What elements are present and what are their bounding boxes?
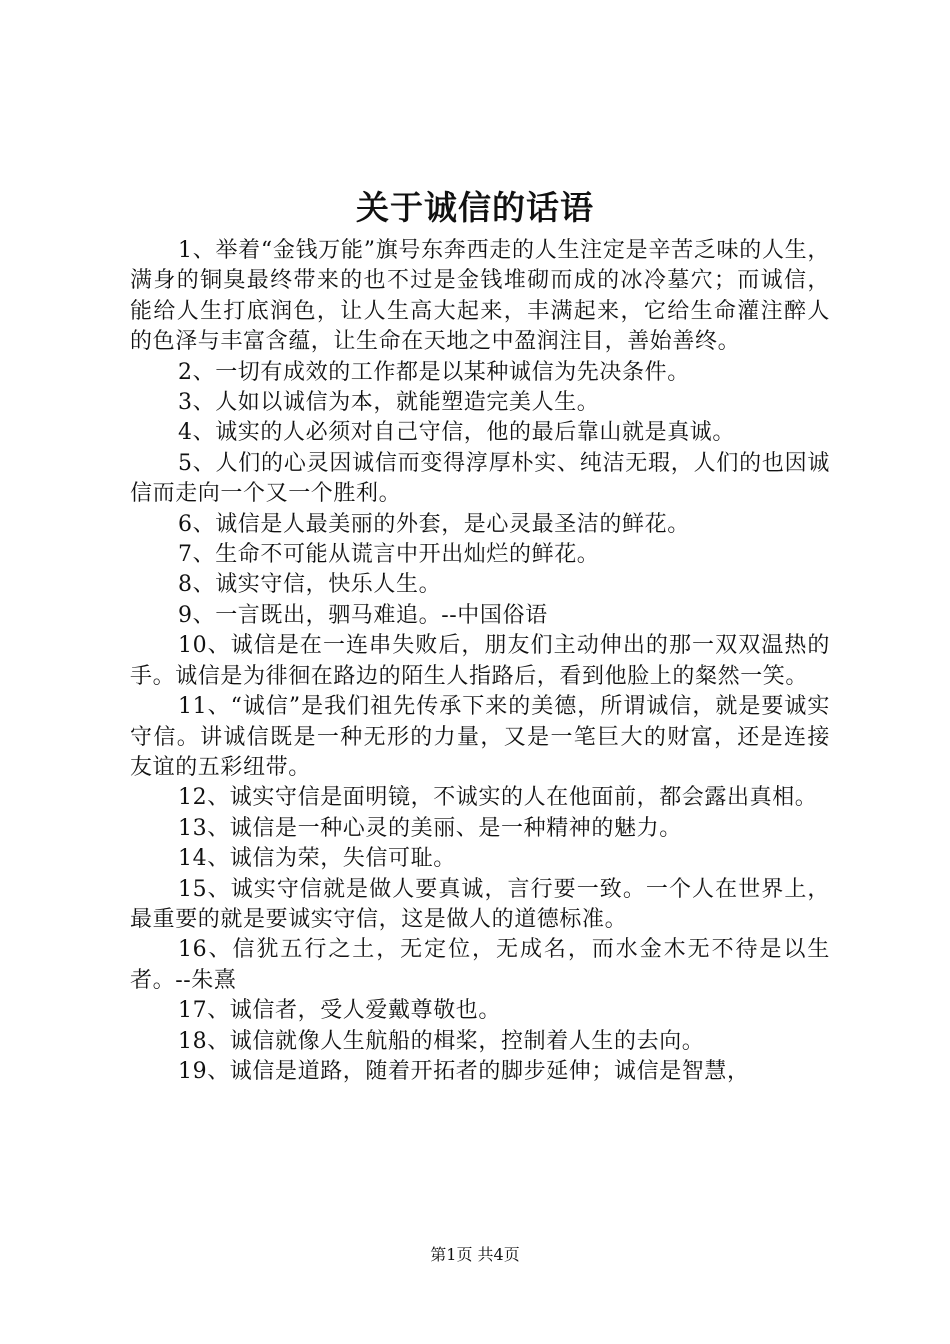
paragraph: 17、诚信者，受人爱戴尊敬也。 — [178, 998, 501, 1024]
paragraph: 9、一言既出，驷马难追。--中国俗语 — [178, 602, 548, 628]
paragraph: 13、诚信是一种心灵的美丽、是一种精神的魅力。 — [178, 815, 682, 841]
page-footer: 第1页 共4页 — [430, 1245, 520, 1264]
paragraph: 10、诚信是在一连串失败后，朋友们主动伸出的那一双双温热的手。诚信是为徘徊在路边的陌生人指路后，看到他脸上的粲然一笑。 — [130, 633, 830, 689]
paragraph: 11、“诚信”是我们祖先传承下来的美德，所谓诚信，就是要诚实守信。讲诚信既是一种无形的力量，又是一笔巨大的财富，还是连接友谊的五彩纽带。 — [130, 694, 830, 780]
paragraph: 16、信犹五行之土，无定位，无成名，而水金木无不待是以生者。--朱熹 — [130, 937, 830, 993]
paragraph: 15、诚实守信就是做人要真诚，言行要一致。一个人在世界上，最重要的就是要诚实守信，这是做人的道德标准。 — [130, 876, 830, 932]
paragraph: 18、诚信就像人生航船的楫桨，控制着人生的去向。 — [178, 1028, 705, 1054]
document-body — [130, 236, 830, 1087]
paragraph: 12、诚实守信是面明镜，不诚实的人在他面前，都会露出真相。 — [178, 785, 818, 811]
paragraph: 6、诚信是人最美丽的外套，是心灵最圣洁的鲜花。 — [178, 511, 690, 537]
paragraph: 4、诚实的人必须对自己守信，他的最后靠山就是真诚。 — [178, 420, 735, 446]
paragraph: 5、人们的心灵因诚信而变得淳厚朴实、纯洁无瑕，人们的也因诚信而走向一个又一个胜利。 — [130, 450, 830, 507]
paragraph: 14、诚信为荣，失信可耻。 — [178, 846, 456, 872]
paragraph: 2、一切有成效的工作都是以某种诚信为先决条件。 — [178, 359, 690, 385]
page-title: 关于诚信的话语 — [356, 188, 594, 227]
paragraph: 19、诚信是道路，随着开拓者的脚步延伸；诚信是智慧， — [178, 1058, 750, 1084]
paragraph: 3、人如以诚信为本，就能塑造完美人生。 — [178, 390, 600, 416]
paragraph: 1、举着“金钱万能”旗号东奔西走的人生注定是辛苦乏味的人生，满身的铜臭最终带来的也不过是金钱堆砌而成的冰冷墓穴；而诚信，能给人生打底润色，让人生高大起来，丰满起来，它给生命灌注醉人的色泽与丰富含蕴，让生命在天地之中盈润注目，善始善终。 — [130, 238, 830, 355]
paragraph: 7、生命不可能从谎言中开出灿烂的鲜花。 — [178, 542, 600, 568]
paragraph: 8、诚实守信，快乐人生。 — [178, 572, 442, 598]
